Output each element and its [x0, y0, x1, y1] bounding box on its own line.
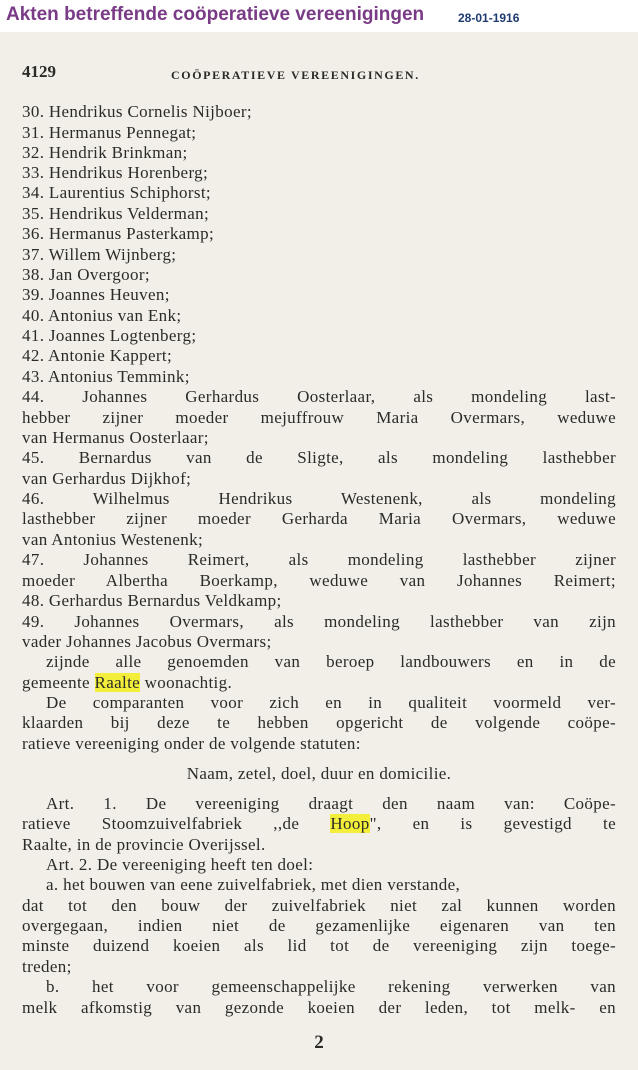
text-line: moeder Albertha Boerkamp, weduwe van Johannes Reimert; — [22, 571, 616, 590]
text-line: ratieve vereeniging onder de volgende statuten: — [22, 734, 361, 753]
text-line: 47. Johannes Reimert, als mondeling lasthebber zijner — [22, 550, 616, 569]
text-line: 42. Antonie Kappert; — [22, 346, 173, 365]
text-line: overgegaan, indien niet de gezamenlijke eigenaren van ten — [22, 916, 616, 935]
text-line: dat tot den bouw der zuivelfabriek niet zal kunnen worden — [22, 896, 616, 915]
text-line: klaarden bij deze te hebben opgericht de volgende coöpe- — [22, 713, 616, 732]
folio-number: 2 — [314, 1032, 324, 1053]
text-line: minste duizend koeien als lid tot de vereeniging zijn toege- — [22, 936, 616, 955]
text-line: lasthebber zijner moeder Gerharda Maria Overmars, weduwe — [22, 509, 616, 528]
text-line: 31. Hermanus Pennegat; — [22, 123, 197, 142]
text-line: ratieve Stoomzuivelfabriek ,,de Hoop", en is gevestigd te — [22, 814, 616, 833]
text-line: 35. Hendrikus Velderman; — [22, 204, 210, 223]
text-line: 41. Joannes Logtenberg; — [22, 326, 197, 345]
text-line: b. het voor gemeenschappelijke rekening verwerken van — [46, 977, 616, 996]
text-line: 48. Gerhardus Bernardus Veldkamp; — [22, 591, 282, 610]
text-line: 44. Johannes Gerhardus Oosterlaar, als mondeling last- — [22, 387, 616, 406]
text-line: 36. Hermanus Pasterkamp; — [22, 224, 215, 243]
text-line: van Hermanus Oosterlaar; — [22, 428, 209, 447]
text-line: 30. Hendrikus Cornelis Nijboer; — [22, 102, 252, 121]
text-line: van Antonius Westenenk; — [22, 530, 204, 549]
text-line: 49. Johannes Overmars, als mondeling lasthebber van zijn — [22, 612, 616, 631]
page-number: 4129 — [22, 62, 56, 81]
scanned-page — [0, 32, 638, 1070]
text-line: Art. 2. De vereeniging heeft ten doel: — [46, 855, 314, 874]
text-line: van Gerhardus Dijkhof; — [22, 469, 192, 488]
text-line: 39. Joannes Heuven; — [22, 285, 170, 304]
highlighted-word: Hoop — [330, 814, 370, 833]
highlighted-word: Raalte — [94, 673, 141, 692]
text-line: 33. Hendrikus Horenberg; — [22, 163, 209, 182]
text-line: 38. Jan Overgoor; — [22, 265, 150, 284]
text-line: 32. Hendrik Brinkman; — [22, 143, 188, 162]
running-head: COÖPERATIEVE VEREENIGINGEN. — [171, 68, 420, 82]
text-line: melk afkomstig van gezonde koeien der leden, tot melk- en — [22, 998, 616, 1017]
text-line: 43. Antonius Temmink; — [22, 367, 190, 386]
text-line: 46. Wilhelmus Hendrikus Westenenk, als mondeling — [22, 489, 616, 508]
text-line: treden; — [22, 957, 72, 976]
text-line: vader Johannes Jacobus Overmars; — [22, 632, 272, 651]
document-date: 28-01-1916 — [458, 11, 520, 25]
text-line: Art. 1. De vereeniging draagt den naam van: Coöpe- — [46, 794, 616, 813]
text-line: 34. Laurentius Schiphorst; — [22, 183, 211, 202]
document-header — [0, 0, 638, 32]
text-line: Raalte, in de provincie Overijssel. — [22, 835, 266, 854]
text-line: 37. Willem Wijnberg; — [22, 245, 177, 264]
text-line: 40. Antonius van Enk; — [22, 306, 182, 325]
document-title: Akten betreffende coöperatieve vereenigingen — [6, 4, 425, 25]
text-line: hebber zijner moeder mejuffrouw Maria Overmars, weduwe — [22, 408, 616, 427]
text-line: Naam, zetel, doel, duur en domicilie. — [186, 764, 452, 783]
text-line: zijnde alle genoemden van beroep landbouwers en in de — [46, 652, 616, 671]
text-line: gemeente Raalte woonachtig. — [22, 673, 233, 692]
text-line: a. het bouwen van eene zuivelfabriek, met dien verstande, — [46, 875, 461, 894]
text-line: De comparanten voor zich en in qualiteit voormeld ver- — [46, 693, 616, 712]
text-line: 45. Bernardus van de Sligte, als mondeling lasthebber — [22, 448, 616, 467]
